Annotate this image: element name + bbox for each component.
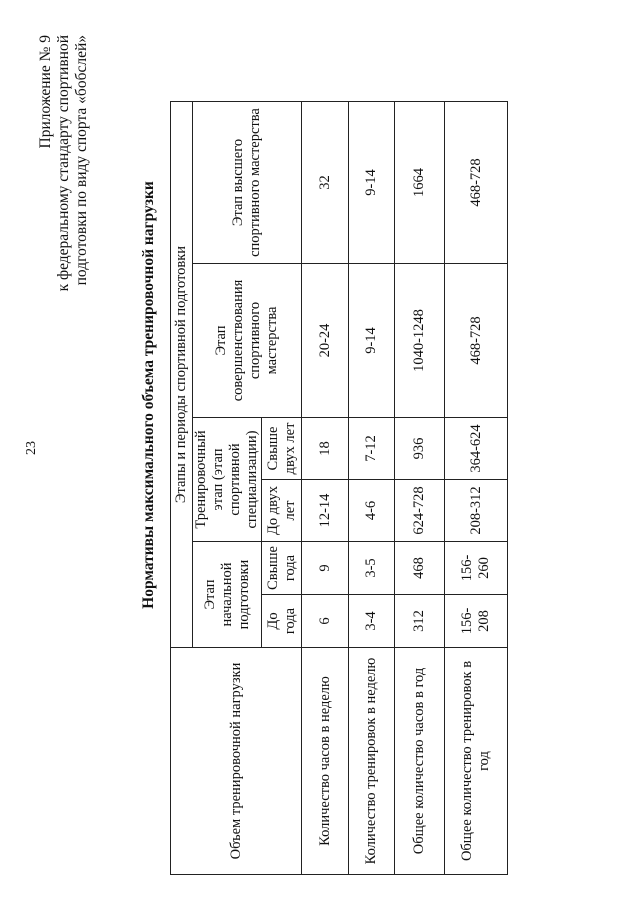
table-cell: 20-24: [302, 264, 349, 418]
table-cell: 936: [395, 418, 445, 480]
table-cell: 312: [395, 595, 445, 648]
annex-line-2: к федеральному стандарту спортивной: [55, 35, 72, 292]
table-cell: 9-14: [349, 102, 395, 264]
table-cell: 624-728: [395, 480, 445, 542]
row-label: Общее количество часов в год: [395, 648, 445, 875]
header-stages-periods: Этапы и периоды спортивной подготовки: [171, 102, 193, 648]
table-cell: 1040-1248: [395, 264, 445, 418]
table-cell: 9-14: [349, 264, 395, 418]
table-cell: 4-6: [349, 480, 395, 542]
header-initial-up-to-year: До года: [262, 595, 302, 648]
table-cell: 9: [302, 542, 349, 595]
table-cell: 3-5: [349, 542, 395, 595]
training-load-table: [170, 101, 508, 875]
page-number: 23: [24, 441, 39, 455]
header-initial-over-year: Свыше года: [262, 542, 302, 595]
table-cell: 18: [302, 418, 349, 480]
annex-line-3: подготовки по виду спорта «бобслей»: [73, 35, 90, 286]
table-cell: 156-208: [445, 595, 508, 648]
header-training-over-two-years: Свыше двух лет: [262, 418, 302, 480]
table-cell: 364-624: [445, 418, 508, 480]
header-improvement-stage: Этап совершенствования спортивного мастерства: [193, 264, 302, 418]
table-cell: 6: [302, 595, 349, 648]
table-row: [395, 102, 445, 875]
table-row: [302, 102, 349, 875]
header-training-up-to-two-years: До двух лет: [262, 480, 302, 542]
table-row: [349, 102, 395, 875]
header-initial-stage: Этап начальной подготовки: [193, 542, 262, 648]
header-highest-stage: Этап высшего спортивного мастерства: [193, 102, 302, 264]
header-training-stage: Тренировочный этап (этап спортивной специализации): [193, 418, 262, 542]
table-cell: 156-260: [445, 542, 508, 595]
table-cell: 468: [395, 542, 445, 595]
annex-line-1: Приложение № 9: [37, 35, 54, 149]
table-cell: 3-4: [349, 595, 395, 648]
row-label: Общее количество тренировок в год: [445, 648, 508, 875]
table-cell: 32: [302, 102, 349, 264]
header-load-volume: Объем тренировочной нагрузки: [171, 648, 302, 875]
document-title: Нормативы максимального объема тренировочной нагрузки: [140, 181, 157, 609]
table-cell: 468-728: [445, 264, 508, 418]
row-label: Количество часов в неделю: [302, 648, 349, 875]
table-row: [445, 102, 508, 875]
row-label: Количество тренировок в неделю: [349, 648, 395, 875]
table-cell: 1664: [395, 102, 445, 264]
table-cell: 7-12: [349, 418, 395, 480]
table-cell: 208-312: [445, 480, 508, 542]
table-cell: 468-728: [445, 102, 508, 264]
table-cell: 12-14: [302, 480, 349, 542]
